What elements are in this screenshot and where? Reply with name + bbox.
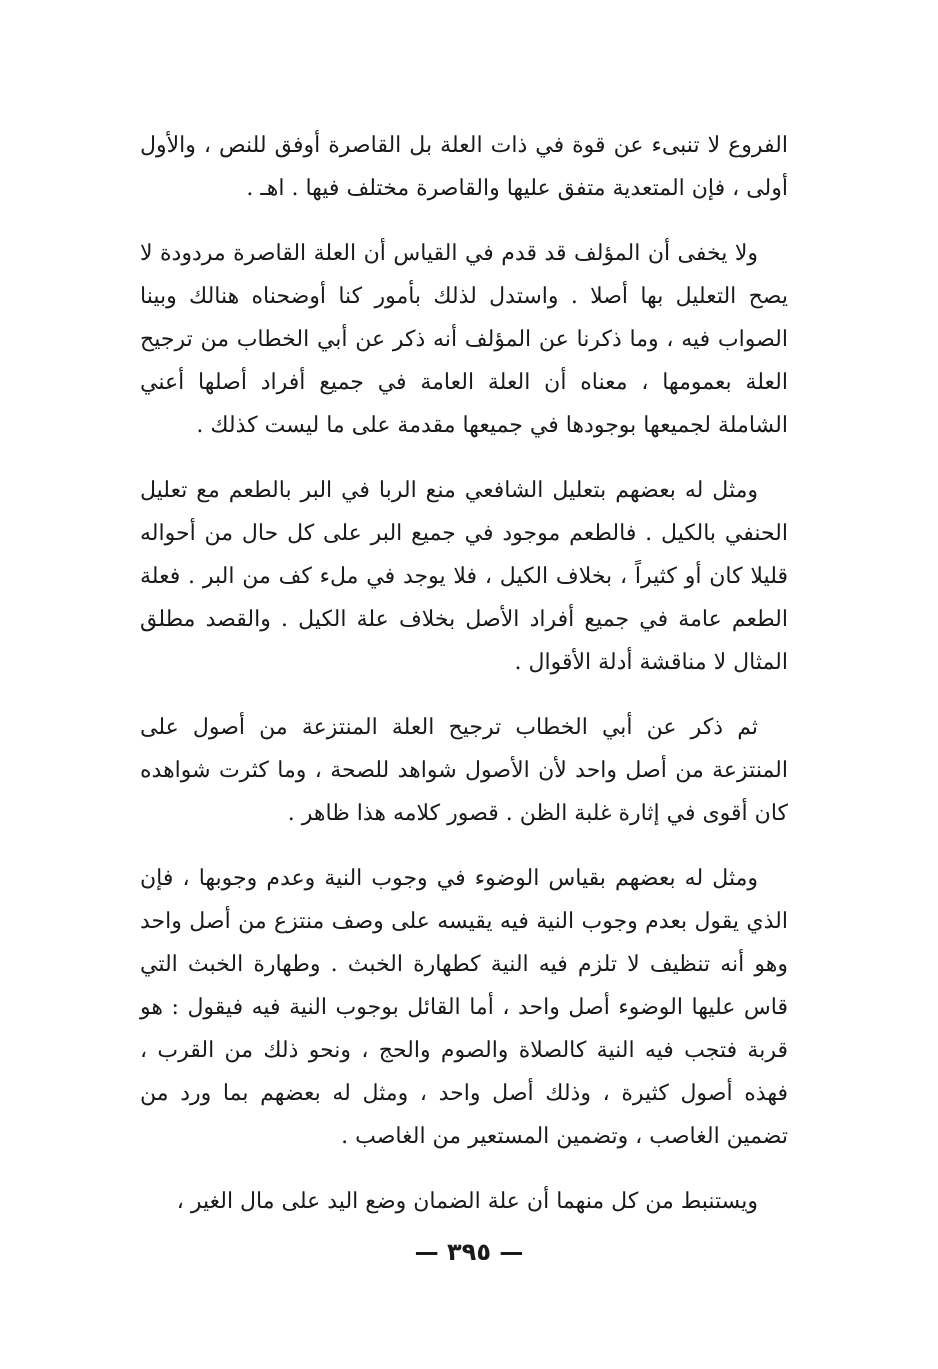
page-body: [140, 124, 788, 1245]
paragraph-4: ثم ذكر عن أبي الخطاب ترجيح العلة المنتزعة من أصول على المنتزعة من أصل واحد لأن الأصول شواهد للصحة ، وما كثرت شواهده كان أقوى في إثارة غلبة الظن . قصور كلامه هذا ظاهر .: [140, 715, 788, 826]
paragraph-2: ولا يخفى أن المؤلف قد قدم في القياس أن العلة القاصرة مردودة لا يصح التعليل بها أصلا . واستدل لذلك بأمور كنا أوضحناه هنالك وبينا الصواب فيه ، وما ذكرنا عن المؤلف أنه ذكر عن أبي الخطاب من ترجيح العلة بعمومها ، معناه أن العلة العامة في جميع أفراد أصلها أعني الشاملة لجميعها بوجودها في جميعها مقدمة على ما ليست كذلك .: [140, 241, 788, 438]
page-number: — ٣٩٥ —: [414, 1238, 524, 1266]
paragraph-5: ومثل له بعضهم بقياس الوضوء في وجوب النية وعدم وجوبها ، فإن الذي يقول بعدم وجوب النية فيه يقيسه على وصف منتزع من أصل واحد وهو أنه تنظيف لا تلزم فيه النية كطهارة الخبث . وطهارة الخبث التي قاس عليها الوضوء أصل واحد ، أما القائل بوجوب النية فيه فيقول : هو قربة فتجب فيه النية كالصلاة والصوم والحج ، ونحو ذلك من القرب ، فهذه أصول كثيرة ، وذلك أصل واحد ، ومثل له بعضهم بما ورد من تضمين الغاصب ، وتضمين المستعير من الغاصب .: [140, 866, 788, 1149]
paragraph-3: ومثل له بعضهم بتعليل الشافعي منع الربا في البر بالطعم مع تعليل الحنفي بالكيل . فالطعم موجود في جميع البر على كل حال من أحواله قليلا كان أو كثيراً ، بخلاف الكيل ، فلا يوجد في ملء كف من البر . فعلة الطعم عامة في جميع أفراد الأصل بخلاف علة الكيل . والقصد مطلق المثال لا مناقشة أدلة الأقوال .: [140, 478, 788, 675]
paragraph-6: ويستنبط من كل منهما أن علة الضمان وضع اليد على مال الغير ،: [176, 1189, 758, 1214]
paragraph-1: الفروع لا تنبىء عن قوة في ذات العلة بل القاصرة أوفق للنص ، والأول أولى ، فإن المتعدية متفق عليها والقاصرة مختلف فيها . اهـ .: [140, 133, 788, 201]
